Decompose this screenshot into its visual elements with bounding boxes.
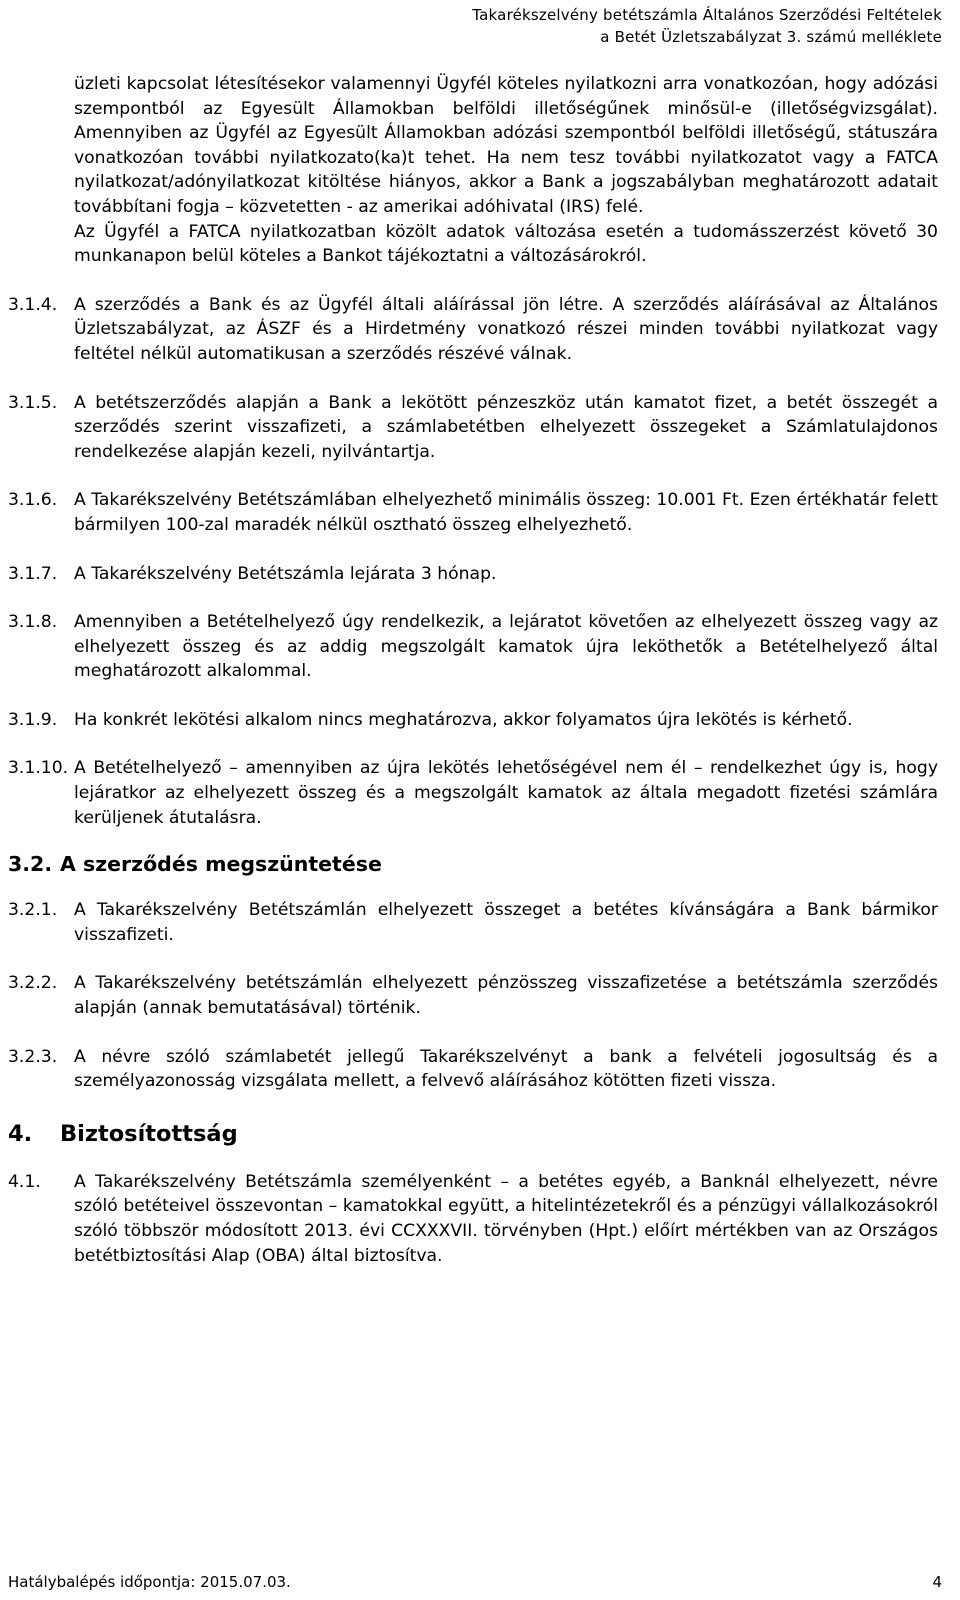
clause-4-1 (8, 1170, 938, 1268)
clause-3-2-1 (8, 898, 938, 947)
intro-paragraph-1: üzleti kapcsolat létesítésekor valamennyi Ügyfél köteles nyilatkozni arra vonatkozóan, hogy adózási szempontból az Egyesült Államokban belföldi illetőségűnek minősül-e (illetőségvizsgálat). Amennyiben az Ügyfél az Egyesült Államokban adózási szempontból belföldi illetőségű, státuszára vonatkozóan további nyilatkozato(ka)t tehet. Ha nem tesz további nyilatkozatot vagy a FATCA nyilatkozat/adónyilatkozat kitöltése hiányos, akkor a Bank a jogszabályban meghatározott adatait továbbítani fogja – közvetetten - az amerikai adóhivatal (IRS) felé. (74, 74, 938, 217)
clause-text: A névre szóló számlabetét jellegű Takarékszelvényt a bank a felvételi jogosultság és a személyazonosság vizsgálata mellett, a felvevő aláírásához kötötten fizeti vissza. (74, 1046, 938, 1092)
clause-number: 3.1.10. (8, 758, 69, 779)
clause-text: A szerződés a Bank és az Ügyfél általi aláírással jön létre. A szerződés aláírásával az Általános Üzletszabályzat, az ÁSZF és a Hirdetmény vonatkozó részei minden további nyilatkozat vagy feltétel nélkül automatikusan a szerződés részévé válnak. (74, 294, 938, 364)
clause-text: A betétszerződés alapján a Bank a lekötött pénzeszköz után kamatot fizet, a betét összegét a szerződés szerint visszafizeti, a számlabetétben elhelyezett összegeket a Számlatulajdonos rendelkezése alapján kezeli, nyilvántartja. (74, 392, 938, 462)
clause-text: Ha konkrét lekötési alkalom nincs meghatározva, akkor folyamatos újra lekötés is kérhető. (74, 709, 853, 730)
intro-paragraph-2: Az Ügyfél a FATCA nyilatkozatban közölt adatok változása esetén a tudomásszerzést követő 30 munkanapon belül köteles a Bankot tájékoztatni a változásárokról. (74, 221, 938, 267)
clause-3-1-9 (8, 708, 938, 733)
clause-text: A Takarékszelvény Betétszámla lejárata 3 hónap. (74, 563, 497, 584)
document-body (0, 72, 960, 1268)
clause-3-1-10 (8, 756, 938, 830)
header-title: Takarékszelvény betétszámla Általános Szerződési Feltételek (472, 6, 942, 24)
page-header (472, 4, 942, 48)
clause-number: 3.1.9. (8, 709, 58, 730)
page-footer (8, 1572, 942, 1592)
clause-3-1-7 (8, 562, 938, 587)
clause-3-2-2 (8, 971, 938, 1020)
clause-3-2-3 (8, 1045, 938, 1094)
section-number: 4. (8, 1120, 33, 1147)
header-subtitle: a Betét Üzletszabályzat 3. számú melléklete (600, 28, 942, 46)
clause-number: 3.2.1. (8, 900, 58, 921)
clause-number: 3.2.3. (8, 1046, 58, 1067)
clause-number: 3.2.2. (8, 973, 58, 994)
clause-number: 3.1.7. (8, 563, 58, 584)
clause-number: 3.1.8. (8, 612, 58, 633)
page-number: 4 (932, 1573, 942, 1591)
clause-number: 3.1.5. (8, 392, 58, 413)
clause-text: Amennyiben a Betételhelyező úgy rendelkezik, a lejáratot követően az elhelyezett összeg vagy az elhelyezett összeg és az addig megszolgált kamatok újra leköthetők a Betételhelyező által meghatározott alkalommal. (74, 612, 938, 682)
clause-3-1-8 (8, 610, 938, 684)
clause-3-1-5 (8, 391, 938, 465)
clause-number: 3.1.4. (8, 294, 58, 315)
section-heading-4 (8, 1118, 960, 1150)
clause-number: 4.1. (8, 1171, 41, 1192)
clause-text: A Takarékszelvény Betétszámlában elhelyezhető minimális összeg: 10.001 Ft. Ezen értékhatár felett bármilyen 100-zal maradék nélkül osztható összeg elhelyezhető. (74, 490, 938, 535)
effective-date: Hatálybalépés időpontja: 2015.07.03. (8, 1573, 291, 1591)
clause-text: A Betételhelyező – amennyiben az újra lekötés lehetőségével nem él – rendelkezhet úgy is, hogy lejáratkor az elhelyezett összeg és a megszolgált kamatok az általa megadott fizetési számlára kerüljenek átutalásra. (74, 758, 938, 828)
section-title: A szerződés megszüntetése (60, 852, 382, 877)
clause-number: 3.1.6. (8, 490, 58, 511)
clause-text: A Takarékszelvény betétszámlán elhelyezett pénzösszeg visszafizetése a betétszámla szerződés alapján (annak bemutatásával) történik. (74, 973, 938, 1019)
section-title: Biztosítottság (60, 1120, 238, 1147)
section-number: 3.2. (8, 852, 53, 877)
clause-3-1-4 (8, 293, 938, 367)
clause-text: A Takarékszelvény Betétszámla személyenként – a betétes egyéb, a Banknál elhelyezett, névre szóló betéteivel összevontan – kamatokkal együtt, a hitelintézetekről és a pénzügyi vállalkozásokról szóló többször módosított 2013. évi CCXXXVII. törvényben (Hpt.) előírt mértékben van az Országos betétbiztosítási Alap (OBA) által biztosítva. (74, 1171, 938, 1266)
clause-3-1-6 (8, 488, 938, 537)
section-heading-3-2 (8, 850, 960, 878)
clause-text: A Takarékszelvény Betétszámlán elhelyezett összeget a betétes kívánságára a Bank bármikor visszafizeti. (74, 900, 938, 945)
